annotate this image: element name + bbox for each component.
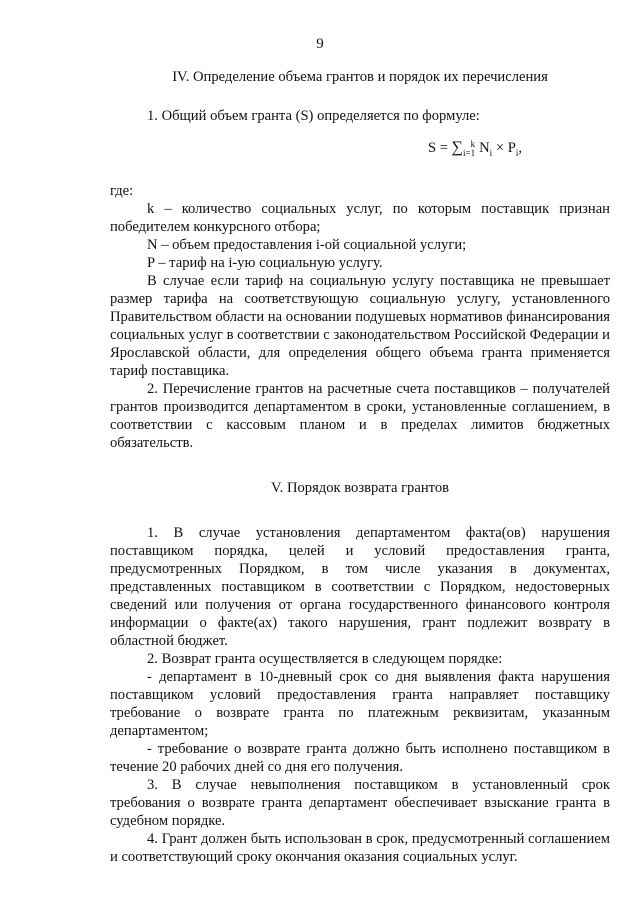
- spacer: [110, 86, 610, 107]
- spacer: [110, 497, 610, 524]
- sum-limits: [463, 140, 475, 158]
- formula-intro: 1. Общий объем гранта (S) определяется по формуле:: [147, 108, 480, 124]
- formula-term-p: P: [507, 140, 516, 156]
- tariff-paragraph: В случае если тариф на социальную услугу поставщика не превышает размер тарифа на соответствующую социальную услугу, установленного Правительством области на основании подушевых нормативов финансирования социальных услуг в соответствии с законодательством Российской Федерации и Ярославской области, для определения общего объема гранта применяется тариф поставщика.: [110, 272, 610, 379]
- return-paragraph-2: 2. Возврат гранта осуществляется в следующем порядке:: [147, 650, 503, 667]
- formula-tail: ,: [518, 140, 522, 156]
- return-paragraph-1: 1. В случае установления департаментом факта(ов) нарушения поставщиком порядка, целей и условий предоставления гранта, предусмотренных Порядком, в том числе указания в документах, представленных поставщиком в соответствии с Порядком, недостоверных сведений или получения от органа государственного финансового контроля информации о факте(ах) такого нарушения, грант подлежит возврату в областной бюджет.: [110, 524, 610, 649]
- definition-p: P – тариф на i-ую социальную услугу.: [147, 254, 383, 271]
- grant-formula: [110, 139, 610, 162]
- document-body: [110, 68, 610, 866]
- section-4-heading: IV. Определение объема грантов и порядок их перечисления: [172, 69, 548, 85]
- definition-n: N – объем предоставления i-ой социальной услуги;: [147, 236, 467, 253]
- return-paragraph-3: 3. В случае невыполнения поставщиком в установленный срок требования о возврате гранта департамент обеспечивает взыскание гранта в судебном порядке.: [110, 776, 610, 829]
- definition-k: k – количество социальных услуг, по которым поставщик признан победителем конкурсного отбора;: [110, 200, 610, 235]
- formula-lhs: S =: [427, 140, 448, 156]
- sum-upper-limit: k: [470, 139, 476, 149]
- sum-lower-limit: i=1: [463, 148, 476, 158]
- return-paragraph-4: 4. Грант должен быть использован в срок, предусмотренный соглашением и соответствующий сроку окончания оказания социальных услуг.: [110, 830, 610, 865]
- sigma-symbol: ∑: [451, 139, 464, 156]
- transfer-paragraph: 2. Перечисление грантов на расчетные счета поставщиков – получателей грантов производится департаментом в сроки, установленные соглашением, в соответствии с кассовым планом и в пределах лимитов бюджетных обязательств.: [110, 380, 610, 451]
- formula-sub-n: i: [489, 147, 493, 158]
- return-paragraph-2b: - требование о возврате гранта должно быть исполнено поставщиком в течение 20 рабочих дней со дня его получения.: [110, 740, 610, 775]
- formula-term-n: N: [479, 140, 490, 156]
- formula-times: ×: [492, 140, 508, 156]
- return-paragraph-2a: - департамент в 10-дневный срок со дня выявления факта нарушения поставщиком условий предоставления гранта направляет поставщику требование о возврате гранта по платежным реквизитам, указанным департаментом;: [110, 668, 610, 739]
- section-5-heading: V. Порядок возврата грантов: [270, 479, 450, 496]
- page-number: 9: [316, 36, 324, 52]
- formula-sub-p: i: [515, 147, 519, 158]
- where-label: где:: [110, 182, 134, 199]
- spacer: [110, 452, 610, 479]
